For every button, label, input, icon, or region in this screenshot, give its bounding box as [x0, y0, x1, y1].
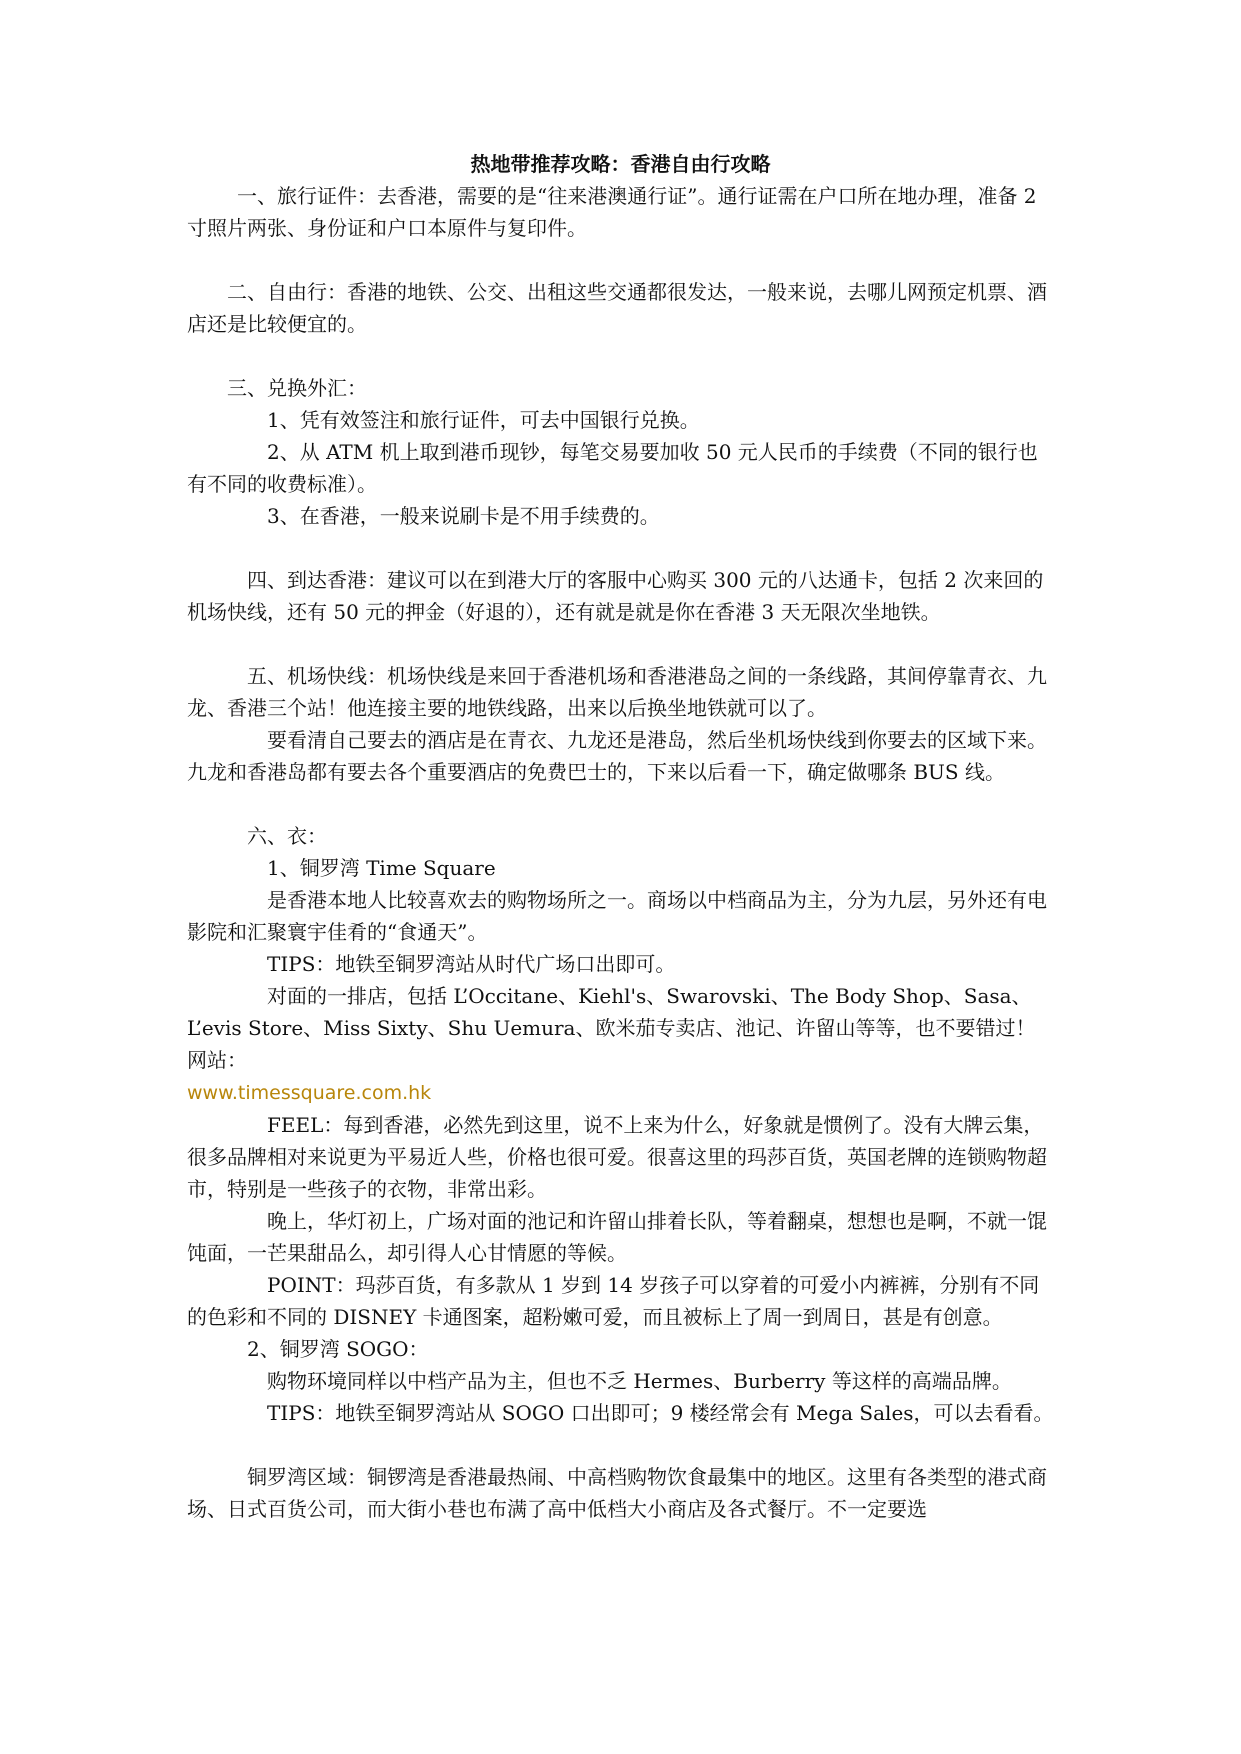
document-title: 热地带推荐攻略：香港自由行攻略 [470, 152, 771, 176]
clothing-item-1-tips: TIPS：地铁至铜罗湾站从时代广场口出即可。 [267, 952, 676, 976]
spacer [187, 244, 1054, 276]
clothing-item-1-description: 是香港本地人比较喜欢去的购物场所之一。商场以中档商品为主，分为九层，另外还有电影院和汇聚寰宇佳肴的“食通天”。 [187, 888, 1047, 944]
section-independent-travel: 二、自由行：香港的地铁、公交、出租这些交通都很发达，一般来说，去哪儿网预定机票、酒店还是比较便宜的。 [187, 280, 1047, 336]
currency-item-2: 2、从 ATM 机上取到港币现钞，每笔交易要加收 50 元人民币的手续费（不同的银行也有不同的收费标准）。 [187, 440, 1038, 496]
spacer [187, 788, 1054, 820]
clothing-item-1-point: POINT：玛莎百货，有多款从 1 岁到 14 岁孩子可以穿着的可爱小内裤裤，分别有不同的色彩和不同的 DISNEY 卡通图案，超粉嫩可爱，而且被标上了周一到周日，甚是有创意。 [187, 1273, 1040, 1329]
clothing-item-1-evening: 晚上，华灯初上，广场对面的池记和许留山排着长队，等着翻桌，想想也是啊，不就一馄饨面，一芒果甜品么，却引得人心甘情愿的等候。 [187, 1209, 1047, 1265]
clothing-item-1-heading: 1、铜罗湾 Time Square [267, 856, 496, 880]
clothing-item-2-description: 购物环境同样以中档产品为主，但也不乏 Hermes、Burberry 等这样的高端品牌。 [267, 1369, 1012, 1393]
airport-express-tips: 要看清自己要去的酒店是在青衣、九龙还是港岛，然后坐机场快线到你要去的区域下来。九龙和香港岛都有要去各个重要酒店的免费巴士的，下来以后看一下，确定做哪条 BUS 线。 [187, 728, 1047, 784]
currency-item-1: 1、凭有效签注和旅行证件，可去中国银行兑换。 [267, 408, 700, 432]
clothing-item-1-feel: FEEL：每到香港，必然先到这里，说不上来为什么，好象就是惯例了。没有大牌云集，很多品牌相对来说更为平易近人些，价格也很可爱。很喜这里的玛莎百货，英国老牌的连锁购物超市，特别是一些孩子的衣物，非常出彩。 [187, 1113, 1047, 1201]
clothing-item-2-heading: 2、铜罗湾 SOGO： [247, 1337, 429, 1361]
website-link[interactable]: www.timessquare.com.hk [187, 1082, 432, 1104]
section-airport-express: 五、机场快线：机场快线是来回于香港机场和香港港岛之间的一条线路，其间停靠青衣、九龙、香港三个站！他连接主要的地铁线路，出来以后换坐地铁就可以了。 [187, 664, 1047, 720]
clothing-item-1-shops [187, 980, 1054, 1109]
section-travel-documents: 一、旅行证件：去香港，需要的是“往来港澳通行证”。通行证需在户口所在地办理，准备 2 寸照片两张、身份证和户口本原件与复印件。 [187, 184, 1037, 240]
section-clothing-heading: 六、衣： [247, 824, 327, 848]
spacer [187, 628, 1054, 660]
document-page [187, 148, 1054, 1525]
section-causeway-bay: 铜罗湾区域：铜锣湾是香港最热闹、中高档购物饮食最集中的地区。这里有各类型的港式商场、日式百货公司，而大街小巷也布满了高中低档大小商店及各式餐厅。不一定要选 [187, 1465, 1047, 1521]
spacer [187, 1429, 1054, 1461]
spacer [187, 532, 1054, 564]
spacer [187, 340, 1054, 372]
section-currency-exchange-heading: 三、兑换外汇： [227, 376, 367, 400]
clothing-item-2-tips: TIPS：地铁至铜罗湾站从 SOGO 口出即可；9 楼经常会有 Mega Sales，可以去看看。 [267, 1401, 1054, 1425]
section-arriving-hong-kong: 四、到达香港：建议可以在到港大厅的客服中心购买 300 元的八达通卡，包括 2 次来回的机场快线，还有 50 元的押金（好退的），还有就是就是你在香港 3 天无限次坐地铁。 [187, 568, 1044, 624]
currency-item-3: 3、在香港，一般来说刷卡是不用手续费的。 [267, 504, 660, 528]
shops-text: 对面的一排店，包括 L’Occitane、Kiehl's、Swarovski、The Body Shop、Sasa、L’evis Store、Miss Sixty、Shu Uemura、欧米茄专卖店、池记、许留山等等，也不要错过！网站： [187, 984, 1036, 1072]
